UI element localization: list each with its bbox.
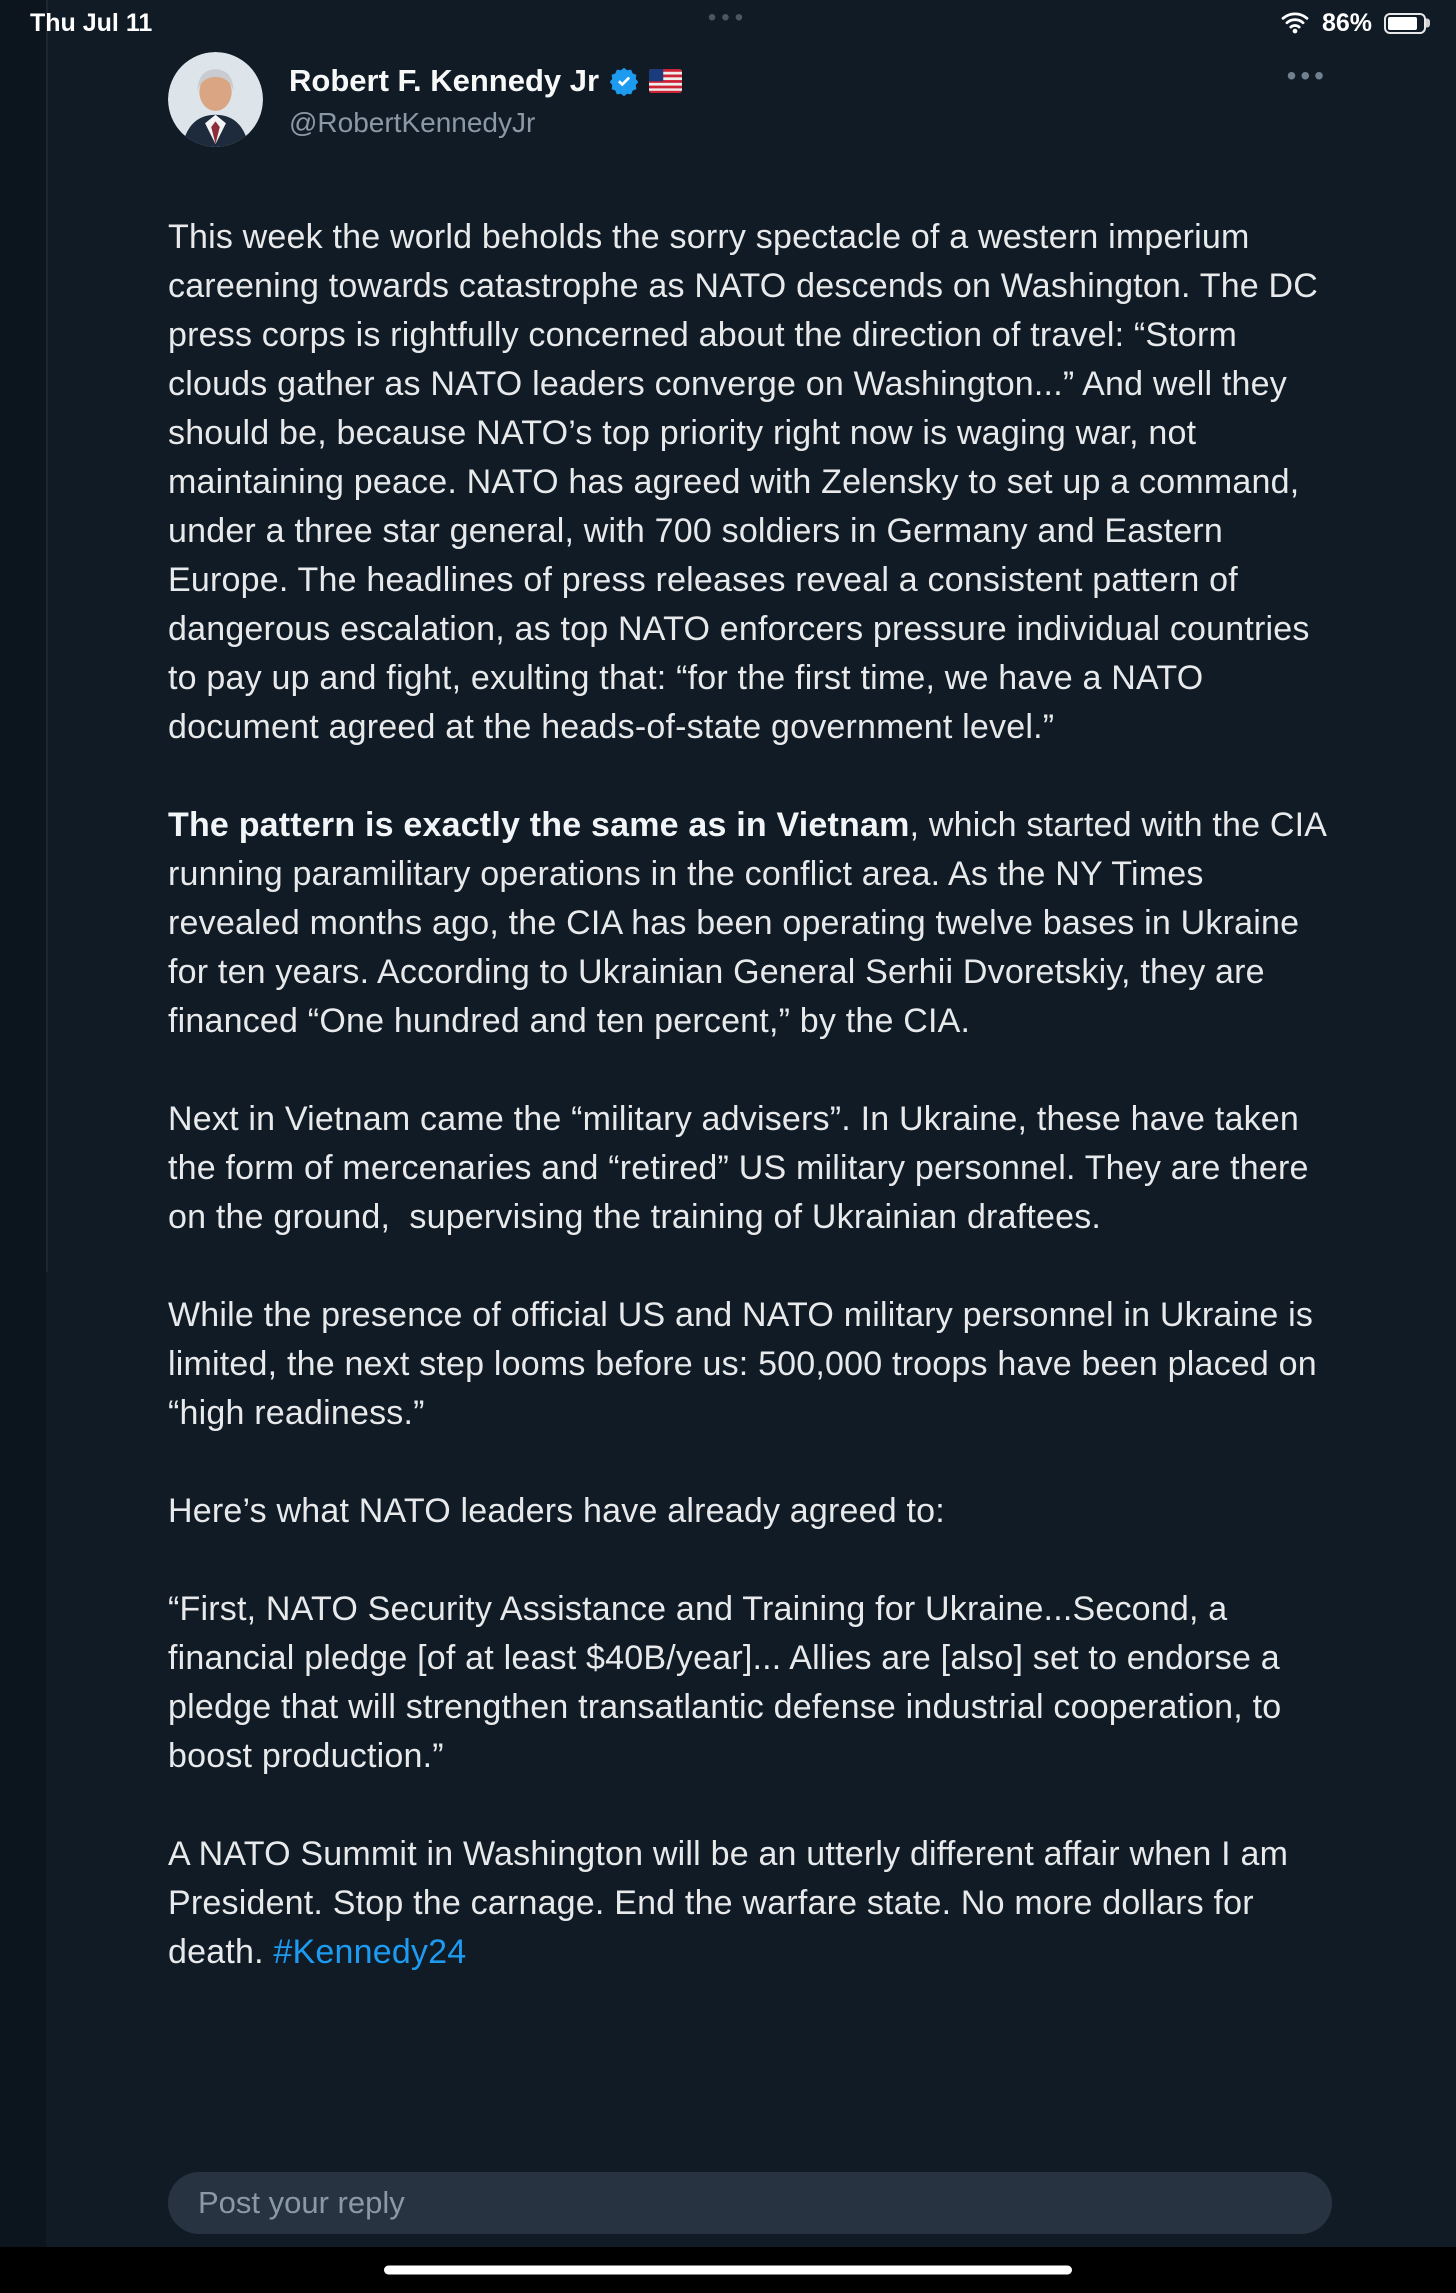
verified-badge-icon xyxy=(609,66,639,96)
tweet-paragraph xyxy=(168,1585,1332,1781)
tweet-card xyxy=(168,46,1332,1977)
battery-fill xyxy=(1388,17,1417,30)
battery-icon xyxy=(1384,13,1426,34)
us-flag-icon xyxy=(649,69,682,93)
tweet-paragraph xyxy=(168,1291,1332,1438)
author-block xyxy=(289,52,682,140)
tweet-paragraph xyxy=(168,213,1332,752)
tweet-paragraph xyxy=(168,1487,1332,1536)
multitask-indicator[interactable]: ••• xyxy=(707,4,749,31)
status-date: Thu Jul 11 xyxy=(30,8,153,37)
bold-text: The pattern is exactly the same as in Vietnam xyxy=(168,806,910,844)
tweet-header xyxy=(168,52,1332,147)
tweet-text: , which started with the CIA running paramilitary operations in the conflict area. As the NY Times revealed months ago, the CIA has been operating twelve bases in Ukraine for ten years. According to Ukrainian General Serhii Dvoretskiy, they are financed “One hundred and ten percent,” by the CIA. xyxy=(168,806,1326,1040)
tweet-text: “First, NATO Security Assistance and Training for Ukraine...Second, a financial pledge [of at least $40B/year]... Allies are [also] set to endorse a pledge that will strengthen transatlantic defense industrial cooperation, to boost production.” xyxy=(168,1590,1282,1775)
status-bar xyxy=(0,0,1456,46)
reply-placeholder: Post your reply xyxy=(198,2185,405,2220)
avatar[interactable] xyxy=(168,52,263,147)
tweet-paragraph xyxy=(168,801,1332,1046)
home-indicator[interactable] xyxy=(384,2266,1072,2275)
tweet-text: Here’s what NATO leaders have already agreed to: xyxy=(168,1492,945,1530)
reply-input[interactable] xyxy=(168,2172,1332,2234)
left-pane-edge xyxy=(0,0,46,2293)
battery-percent-label: 86% xyxy=(1321,8,1372,37)
status-right-cluster xyxy=(1280,9,1426,38)
hashtag-link[interactable]: #Kennedy24 xyxy=(273,1933,467,1971)
tweet-more-button[interactable]: ••• xyxy=(1286,60,1328,91)
author-handle: @RobertKennedyJr xyxy=(289,107,536,138)
tweet-body xyxy=(168,213,1332,1977)
tweet-paragraph xyxy=(168,1830,1332,1977)
author-name[interactable]: Robert F. Kennedy Jr xyxy=(289,63,600,98)
wifi-icon xyxy=(1280,12,1310,34)
tweet-paragraph xyxy=(168,1095,1332,1242)
author-row xyxy=(289,62,682,100)
tweet-text: This week the world beholds the sorry spectacle of a western imperium careening towards catastrophe as NATO descends on Washington. The DC press corps is rightfully concerned about the direction of travel: “Storm clouds gather as NATO leaders converge on Washington...” And well they should be, because NATO’s top priority right now is waging war, not maintaining peace. NATO has agreed with Zelensky to set up a command, under a three star general, with 700 soldiers in Germany and Eastern Europe. The headlines of press releases reveal a consistent pattern of dangerous escalation, as top NATO enforcers pressure individual countries to pay up and fight, exulting that: “for the first time, we have a NATO document agreed at the heads-of-state government level.” xyxy=(168,218,1319,746)
pane-divider xyxy=(46,0,48,1272)
tweet-text: While the presence of official US and NATO military personnel in Ukraine is limited, the next step looms before us: 500,000 troops have been placed on “high readiness.” xyxy=(168,1296,1317,1432)
tweet-text: A NATO Summit in Washington will be an utterly different affair when I am President. Stop the carnage. End the warfare state. No more dollars for death. xyxy=(168,1835,1289,1971)
bottom-bar xyxy=(0,2247,1456,2293)
battery-nub xyxy=(1426,19,1430,28)
tweet-text: Next in Vietnam came the “military advisers”. In Ukraine, these have taken the form of mercenaries and “retired” US military personnel. They are there on the ground, supervising the training of Ukrainian draftees. xyxy=(168,1100,1309,1236)
